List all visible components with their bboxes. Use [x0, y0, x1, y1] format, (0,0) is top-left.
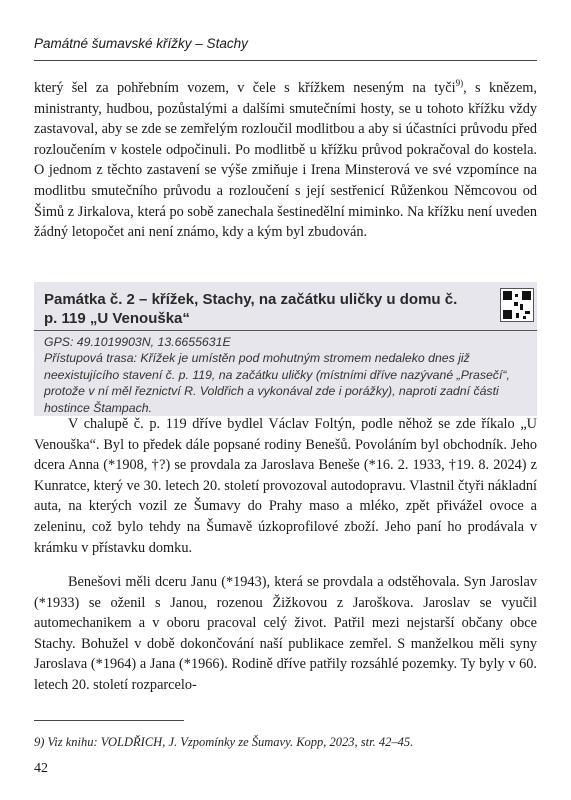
paragraph-3: Benešovi měli dceru Janu (*1943), která se provdala a odstěhovala. Syn Jaroslav (*1933) se oženil s Janou, rozenou Žižkovou z Jaroškova. Jaroslav se vyučil automechanikem a v oboru pracoval celý život. Patřil mezi nejstarší občany obce Stachy. Bohužel v době dokončování naší publikace zemřel. S manželkou měli syny Jaroslava (*1964) a Jana (*1966). Rodině dříve patřily rozsáhlé pozemky. Ty byly v 60. letech 20. století rozparcelo- [34, 574, 537, 693]
access-route: Přístupová trasa: Křížek je umístěn pod mohutným stromem nedaleko dnes již neexistujícího stavení č. p. 119, na začátku uličky (místními dříve nazývané „Prasečí“, protože v ní měl řeznictví R. Voldřich a vykonával zde i porážky), naproti zadní části hostince Štampach. [44, 351, 510, 415]
monument-title: Památka č. 2 – křížek, Stachy, na začátku uličky u domu č. p. 119 „U Venouška“ [44, 291, 458, 327]
gps-coordinates: GPS: 49.1019903N, 13.6655631E [44, 335, 231, 349]
paragraph-1 [34, 78, 537, 243]
page-number: 42 [34, 761, 48, 776]
footnote: 9) Viz knihu: VOLDŘICH, J. Vzpomínky ze Šumavy. Kopp, 2023, str. 42–45. [34, 735, 414, 749]
qr-code-icon[interactable] [500, 288, 534, 322]
paragraph-1-start: který šel za pohřebním vozem, v čele s křížkem neseným na tyči [34, 80, 456, 96]
box-divider [34, 330, 537, 331]
paragraph-1-rest: , s knězem, ministranty, hudbou, pozůstalými a dalšími smutečními hosty, se u tohoto křížku vždy zastavoval, aby se zde se zemřelým rozloučil modlitbou a aby si účastníci průvodu před rozloučením v kostele odpočinuli. Po modlitbě u křížku průvod pokračoval do kostela. O jednom z těchto zastavení se výše zmiňuje i Irena Minsterová ve své vzpomínce na modlitbu smutečního průvodu a rozloučení s její sestřenicí Růženkou Němcovou od Šimů z Jirkalova, která po sobě zanechala šestinedělní miminko. Na křížku není uveden žádný letopočet ani není známo, kdy a kým byl zbudován. [34, 80, 537, 241]
header-rule [34, 60, 537, 61]
footnote-ref[interactable]: 9) [455, 78, 464, 89]
paragraph-2: V chalupě č. p. 119 dříve bydlel Václav Foltýn, podle něhož se zde říkalo „U Venouška“. Byl to předek dále popsané rodiny Benešů. Povoláním byl obchodník. Jeho dcera Anna (*1908, †?) se provdala za Jaroslava Beneše (*16. 2. 1933, †19. 8. 2024) z Kunratce, který ve 30. letech 20. století provozoval autodopravu. Vlastnil čtyři nákladní auta, na kterých vozil ze Šumavy do Prahy maso a mléko, zpět přivážel ovoce a zeleninu, což bylo tehdy na Šumavě úzkoprofilové zboží. Jeho paní ho prodávala v krámku v přístavku domku. [34, 416, 537, 556]
monument-box [34, 282, 537, 416]
running-header: Památné šumavské křížky – Stachy [34, 36, 248, 51]
footnote-rule [34, 720, 184, 721]
